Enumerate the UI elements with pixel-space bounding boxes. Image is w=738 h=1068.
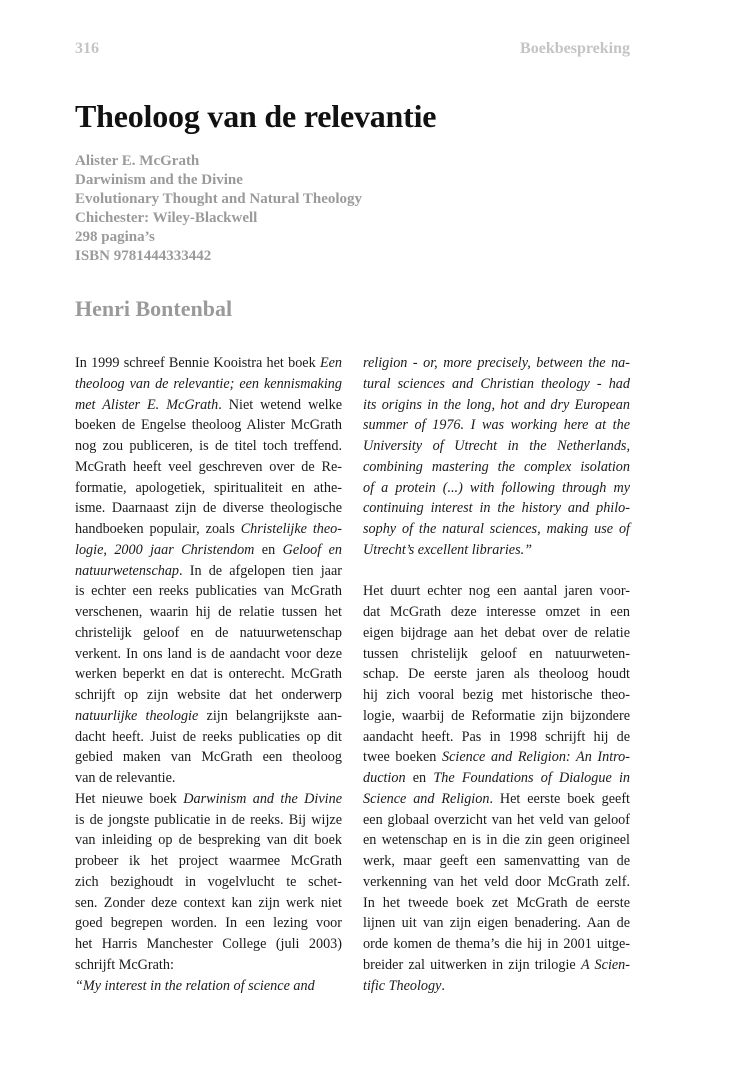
italic-title: A Scien- [580,956,630,973]
text-line [363,436,630,457]
text-line: natuurwetenschap. In de afgelopen tien jaar [75,562,342,579]
text-line: verschenen, waarin hij de relatie tussen het [75,604,342,620]
text-line [75,374,342,395]
text-line: breider zal uitwerken in zijn trilogie A Scien- [363,956,630,973]
article-title: Theoloog van de relevantie [75,98,437,134]
text-line: McGrath heeft veel geschreven over de Re- [75,458,342,475]
italic-title: natuurwetenschap [75,562,180,579]
text-line [363,415,630,436]
text-line: nog zou publiceren, is de titel toch treffend. [75,438,342,454]
text-line: dacht heeft. Juist de reeks publicaties op dit [75,728,342,745]
text-line: Het nieuwe boek Darwinism and the Divine [75,790,342,807]
book-pages: 298 pagina’s [75,229,155,245]
italic-title: duction [363,770,406,786]
text-line [363,374,630,395]
text-line: isme. Daarnaast zijn de diverse theologische [75,500,342,517]
text-line: In 1999 schreef Bennie Kooistra het boek Een [75,355,342,371]
italic-title: Utrecht’s excellent libraries.” [363,541,533,558]
text-line: eigen bijdrage aan het debat over de relatie [363,624,630,641]
italic-title: University of Utrecht in the Netherlands, [363,438,630,454]
text-line: van inleiding op de bespreking van dit boek [75,832,342,849]
text-line: en wetenschap en is in die zin geen origineel [363,832,630,849]
text-line [363,540,630,561]
italic-title: of a protein (...) with following through my [363,479,630,496]
text-line [363,478,630,499]
italic-title: Christelijke theo- [240,521,342,537]
text-line: werken beperkt en dat is onterecht. McGrath [75,666,342,683]
text-line: handboeken populair, zoals Christelijke theo- [75,521,342,537]
italic-title: its origins in the long, hot and dry European [363,396,630,413]
book-metadata [75,152,362,266]
italic-title: theoloog van de relevantie; een kennismaking [75,375,342,392]
text-line: verkent. In ons land is de aandacht voor deze [75,645,342,662]
italic-title: combining mastering the complex isolation [363,458,630,475]
running-header [75,40,630,62]
book-publisher: Chichester: Wiley-Blackwell [75,210,258,226]
text-line: het Harris Manchester College (juli 2003) [75,936,342,952]
text-line: gebied maken van McGrath een theoloog [75,749,342,766]
book-title: Darwinism and the Divine [75,172,243,188]
text-line: is echter een reeks publicaties van McGrath [75,583,342,600]
text-line: van de relevantie. [75,770,176,786]
text-line: goed begrepen worden. In een lezing voor [75,915,342,932]
italic-title: “My interest in the relation of science and [75,977,315,994]
italic-title: met Alister E. McGrath [75,396,219,413]
text-line [363,353,630,374]
text-line: Het duurt echter nog een aantal jaren voor- [363,583,630,600]
text-line: lijnen uit van zijn eigen benadering. Aan de [363,915,630,932]
paragraph-gap [363,561,630,582]
italic-title: Geloof en [282,541,342,558]
italic-title: Darwinism and the Divine [183,790,342,807]
text-line: logie, 2000 jaar Christendom en Geloof en [75,541,342,558]
text-line: zich bezighoudt in vogelvlucht te schet- [75,873,342,890]
text-line: werk, maar geeft een samenvatting van de [363,853,630,869]
text-line: schrijft op zijn website dat het onderwerp [75,687,342,703]
italic-title: logie [75,541,104,558]
body-column-right [363,353,630,996]
text-line: dat McGrath deze interesse omzet in een [363,604,630,620]
text-line: probeer ik het project waarmee McGrath [75,853,342,869]
italic-title: Een [319,355,342,371]
italic-title: tural sciences and Christian theology - had [363,375,630,392]
reviewer-name: Henri Bontenbal [75,296,233,321]
text-line [363,395,630,416]
text-line: orde komen de thema’s die hij in 2001 uitge- [363,936,630,952]
italic-title: Science and Religion: An Intro- [442,749,630,766]
text-line: tussen christelijk geloof en natuurweten- [363,645,630,662]
text-line: hij zich vooral bezig met historische theo- [363,687,630,703]
italic-title: natuurlijke theologie [75,707,199,724]
text-line: met Alister E. McGrath. Niet wetend welke [75,396,342,413]
text-line [363,519,630,540]
text-line: schrijft McGrath: [75,956,174,973]
text-line: christelijk geloof en de natuurwetenschap [75,624,342,641]
text-line: schap. De eerste jaren als theoloog houdt [363,666,630,683]
text-line: twee boeken Science and Religion: An Intro- [363,749,630,766]
text-line: formatie, apologetiek, spiritualiteit en athe- [75,479,342,496]
text-line: natuurlijke theologie zijn belangrijkste aan- [75,707,342,724]
book-subtitle: Evolutionary Thought and Natural Theology [75,191,363,207]
text-line: Science and Religion. Het eerste boek geeft [363,790,631,807]
book-isbn: ISBN 9781444333442 [75,248,212,264]
italic-title: religion - or, more precisely, between the na- [363,355,630,371]
book-author: Alister E. McGrath [75,153,200,169]
text-line: tific Theology. [363,977,445,994]
italic-title: continuing interest in the history and philo- [363,500,630,517]
page-number: 316 [75,40,99,57]
italic-title: summer of 1976. I was working here at the [363,417,630,434]
text-line: een globaal overzicht van het veld van geloof [363,811,630,828]
body-column-left [75,353,342,996]
text-line: is de jongste publicatie in de reeks. Bij wijze [75,811,342,828]
italic-title: 2000 jaar Christendom [114,541,255,558]
text-line: In het tweede boek zet McGrath de eerste [363,894,630,911]
italic-title: Science and Religion [363,790,490,807]
text-line: duction en The Foundations of Dialogue in [363,770,630,786]
italic-title: tific Theology [363,977,442,994]
section-label: Boekbespreking [520,40,630,57]
text-line: boeken de Engelse theoloog Alister McGrath [75,417,342,434]
italic-title: sophy of the natural sciences, making use of [363,521,630,537]
text-line: verkenning van het veld door McGrath zelf. [363,873,630,890]
text-line [363,457,630,478]
text-line: sen. Zonder deze context kan zijn werk niet [75,894,342,911]
text-line [75,976,342,997]
italic-title: The Foundations of Dialogue in [433,770,630,786]
text-line: logie, waarbij de Reformatie zijn bijzondere [363,707,630,724]
text-line: aandacht heeft. Pas in 1998 schrijft hij de [363,728,630,745]
text-line [363,498,630,519]
